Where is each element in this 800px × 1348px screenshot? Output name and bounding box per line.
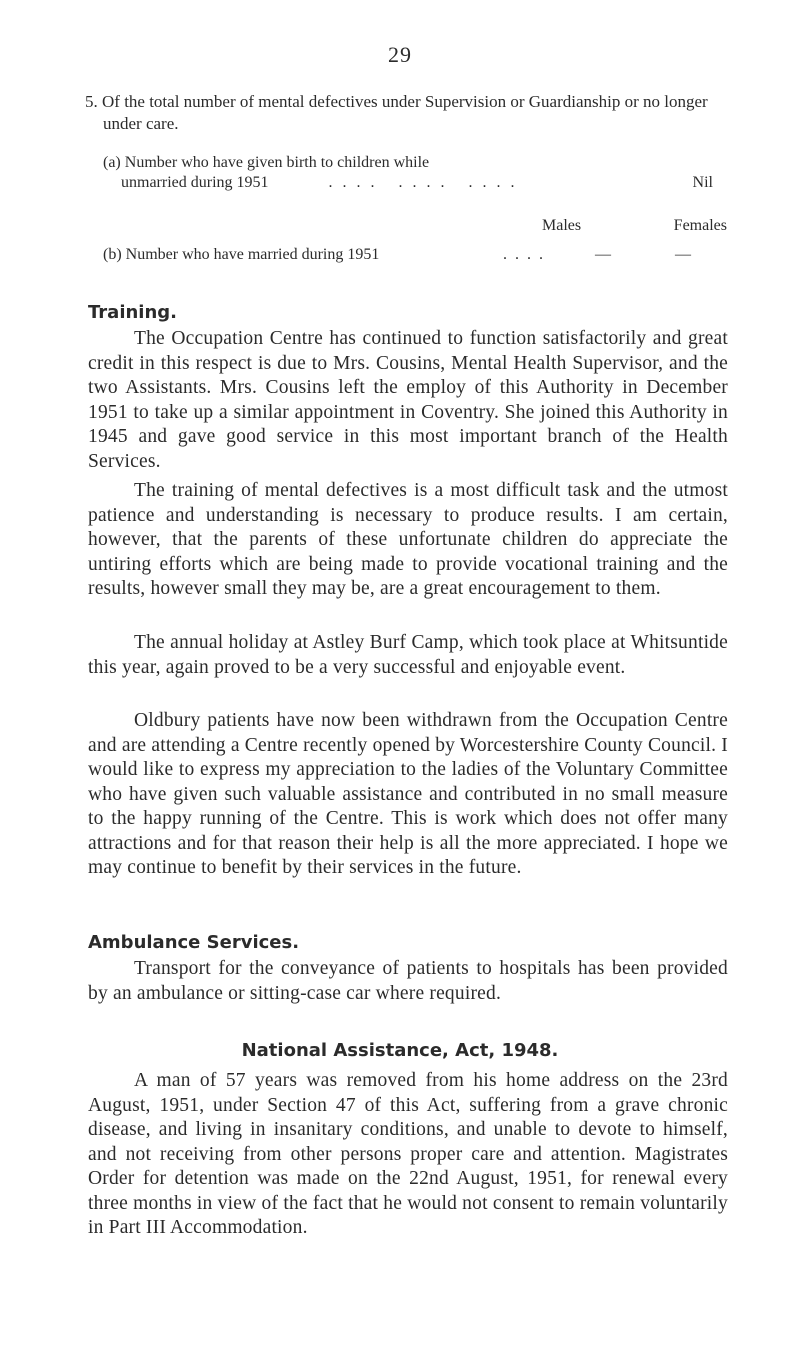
national-assistance-paragraph: A man of 57 years was removed from his home address on the 23rd August, 1951, under Section 47 of this Act, suffering from a grave chronic disease, and living in insanitary conditions, and unable to devote to himself, and not receiving from other persons proper care and attention. Magistrates Order for detention was made on the 22nd August, 1951, for renewal every three months in view of the fact that he would not consent to remain voluntarily in Part III Accommodation. <box>88 1070 728 1238</box>
column-headers <box>542 217 727 235</box>
item-5a-line2-row <box>103 173 713 193</box>
leader-dots: .... .... .... <box>328 174 525 191</box>
item-5a-value: Nil <box>692 174 713 191</box>
item-5a-line2: unmarried during 1951 <box>121 174 269 191</box>
training-paragraph-2: The training of mental defectives is a most difficult task and the utmost patience and understanding is necessary to produce results. I am certain, however, that the parents of these unfortunate children do appreciate the untiring efforts which are being made to provide vocational training and the results, however small they may be, are a great encouragement to them. <box>88 480 728 599</box>
page-number: 29 <box>388 42 412 67</box>
ambulance-paragraph: Transport for the conveyance of patients to hospitals has been provided by an ambulance or sitting-case car where required. <box>88 958 728 1004</box>
item-5b-females: — <box>675 246 691 263</box>
col-females: Females <box>673 217 727 234</box>
ambulance-heading: Ambulance Services. <box>88 932 300 953</box>
training-paragraph-4: Oldbury patients have now been withdrawn from the Occupation Centre and are attending a Centre recently opened by Worcestershire County Council. I would like to express my appreciation to the ladies of the Voluntary Committee who have given such valuable assistance and contributed in no small measure to the happy running of the Centre. This is work which does not offer many attractions and for that reason their help is all the more appreciated. I hope we may continue to benefit by their services in the future. <box>88 710 728 878</box>
training-heading: Training. <box>88 302 178 323</box>
col-males: Males <box>542 217 582 234</box>
item-5a-line1: (a) Number who have given birth to children while <box>103 154 430 171</box>
leader-dots: .... <box>503 246 551 263</box>
item-5b <box>103 245 727 265</box>
item-5-text: 5. Of the total number of mental defectives under Supervision or Guardianship or no longer under care. <box>85 92 708 133</box>
item-5b-text: (b) Number who have married during 1951 <box>103 246 380 263</box>
training-paragraph-1: The Occupation Centre has continued to function satisfactorily and great credit in this respect is due to Mrs. Cousins, Mental Health Supervisor, and the two Assistants. Mrs. Cousins left the employ of this Authority in December 1951 to take up a similar appointment in Coventry. She joined this Authority in 1945 and gave good service in this most important branch of the Health Services. <box>88 328 728 472</box>
item-5b-males: — <box>595 246 611 263</box>
item-5a <box>103 153 713 193</box>
national-assistance-heading: National Assistance, Act, 1948. <box>241 1040 559 1061</box>
training-paragraph-3: The annual holiday at Astley Burf Camp, which took place at Whitsuntide this year, again proved to be a very successful and enjoyable event. <box>88 632 728 678</box>
